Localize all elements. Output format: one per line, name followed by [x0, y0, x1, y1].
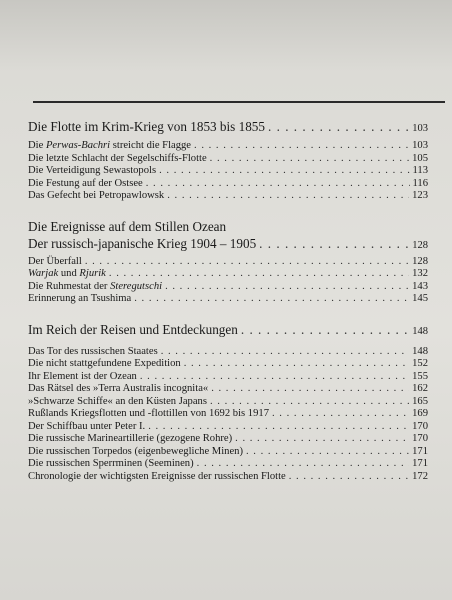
leader-dots [140, 371, 409, 384]
toc-heading [28, 235, 428, 254]
leader-dots [272, 408, 409, 421]
leader-dots [109, 268, 409, 281]
leader-dots [289, 471, 409, 484]
toc-entry-title: Die Ruhmestat der Steregutschi [28, 280, 163, 292]
toc-heading-page: 148 [412, 325, 428, 337]
leader-dots [210, 396, 409, 409]
leader-dots [184, 358, 409, 371]
toc-entry-page: 123 [412, 190, 428, 201]
leader-dots [161, 346, 409, 359]
toc-entry-page: 171 [412, 445, 428, 457]
toc-heading-page: 128 [412, 239, 428, 251]
toc-heading-page: 103 [412, 123, 428, 134]
toc-entry-title: Die Perwas-Bachri streicht die Flagge [28, 140, 192, 151]
toc-entry [28, 178, 428, 191]
toc-entry-title: Die letzte Schlacht der Segelschiffs-Flotte [28, 152, 207, 164]
toc-entry-page: 169 [412, 408, 428, 419]
toc-heading-title: Der russisch-japanische Krieg 1904 – 1905 [28, 235, 257, 251]
leader-dots [159, 165, 409, 178]
toc-entry [28, 433, 428, 446]
toc-entry-title: Die russische Marineartillerie (gezogene Rohre) [28, 433, 233, 444]
toc-entry [28, 383, 428, 396]
leader-dots [268, 118, 409, 135]
toc-entry-page: 155 [412, 370, 428, 382]
toc-entry [28, 421, 428, 434]
toc-entry [28, 256, 428, 269]
toc-entry-title: Die Festung auf der Ostsee [28, 177, 143, 189]
leader-dots [235, 433, 409, 446]
toc-entry-title: Der Schiffbau unter Peter I. [28, 420, 146, 432]
toc-entry [28, 140, 428, 153]
toc-entry [28, 471, 428, 484]
leader-dots [246, 446, 409, 459]
toc-entry-title: Warjak und Rjurik [28, 268, 106, 279]
leader-dots [165, 281, 409, 294]
toc-heading-title: Die Flotte im Krim-Krieg von 1853 bis 1855 [28, 119, 265, 134]
leader-dots [259, 235, 409, 252]
toc-entry-page: 170 [412, 420, 428, 432]
toc-entry [28, 358, 428, 371]
toc-entry [28, 190, 428, 203]
leader-dots [167, 190, 409, 203]
toc-entry-title: Das Gefecht bei Petropawlowsk [28, 190, 165, 201]
toc-entry-page: 103 [412, 140, 428, 151]
leader-dots [197, 458, 409, 471]
toc-heading [28, 118, 428, 137]
toc-entry-title: Rußlands Kriegsflotten und -flottillen von 1692 bis 1917 [28, 408, 269, 419]
toc-entry [28, 408, 428, 421]
toc-entry-title: Die russischen Torpedos (eigenbewegliche Minen) [28, 445, 243, 457]
toc-entry-page: 162 [412, 383, 428, 394]
toc-entry-title: Der Überfall [28, 255, 82, 267]
toc-entry [28, 153, 428, 166]
leader-dots [194, 140, 409, 153]
toc-entry-page: 165 [412, 395, 428, 407]
toc-entry-title: »Schwarze Schiffe« an den Küsten Japans [28, 395, 207, 407]
toc-entry-title: Die russischen Sperrminen (Seeminen) [28, 458, 194, 469]
toc-entry [28, 371, 428, 384]
toc-entry-title: Erinnerung an Tsushima [28, 293, 132, 304]
toc-section-krim-krieg [28, 118, 428, 203]
leader-dots [85, 256, 409, 269]
leader-dots [148, 421, 409, 434]
toc-entry-page: 148 [412, 345, 428, 357]
toc-entry [28, 281, 428, 294]
toc-entry-page: 172 [412, 470, 428, 482]
toc-entry-title: Das Tor des russischen Staates [28, 345, 158, 357]
toc-heading [28, 321, 428, 340]
leader-dots [211, 383, 409, 396]
toc-entry-page: 152 [412, 358, 428, 369]
toc-entry-page: 143 [412, 280, 428, 292]
table-of-contents [28, 118, 428, 498]
toc-entry-page: 116 [412, 177, 428, 189]
toc-entry-title: Das Rätsel des »Terra Australis incognita« [28, 383, 209, 394]
toc-heading-line: Die Ereignisse auf dem Stillen Ozean [28, 218, 227, 234]
toc-entry-page: 132 [412, 268, 428, 279]
leader-dots [134, 293, 409, 306]
toc-heading-title: Im Reich der Reisen und Entdeckungen [28, 321, 238, 337]
leader-dots [241, 321, 409, 338]
toc-entry-title: Die Verteidigung Sewastopols [28, 165, 157, 176]
toc-entry-page: 170 [412, 433, 428, 444]
toc-section-reisen [28, 321, 428, 484]
toc-entry-page: 171 [412, 458, 428, 469]
toc-section-stiller-ozean [28, 218, 428, 306]
leader-dots [210, 153, 409, 166]
toc-entry-page: 113 [412, 165, 428, 176]
top-rule [33, 101, 445, 103]
toc-entry-title: Ihr Element ist der Ozean [28, 370, 137, 382]
toc-entry [28, 268, 428, 281]
toc-entry [28, 446, 428, 459]
toc-entry-page: 128 [412, 255, 428, 267]
toc-entry [28, 165, 428, 178]
toc-entry-page: 145 [412, 293, 428, 304]
toc-entry-page: 105 [412, 152, 428, 164]
toc-entry [28, 346, 428, 359]
toc-entry-title: Die nicht stattgefundene Expedition [28, 358, 181, 369]
toc-entry [28, 396, 428, 409]
toc-entry [28, 458, 428, 471]
toc-entry [28, 293, 428, 306]
toc-entry-title: Chronologie der wichtigsten Ereignisse der russischen Flotte [28, 470, 286, 482]
leader-dots [146, 178, 410, 191]
